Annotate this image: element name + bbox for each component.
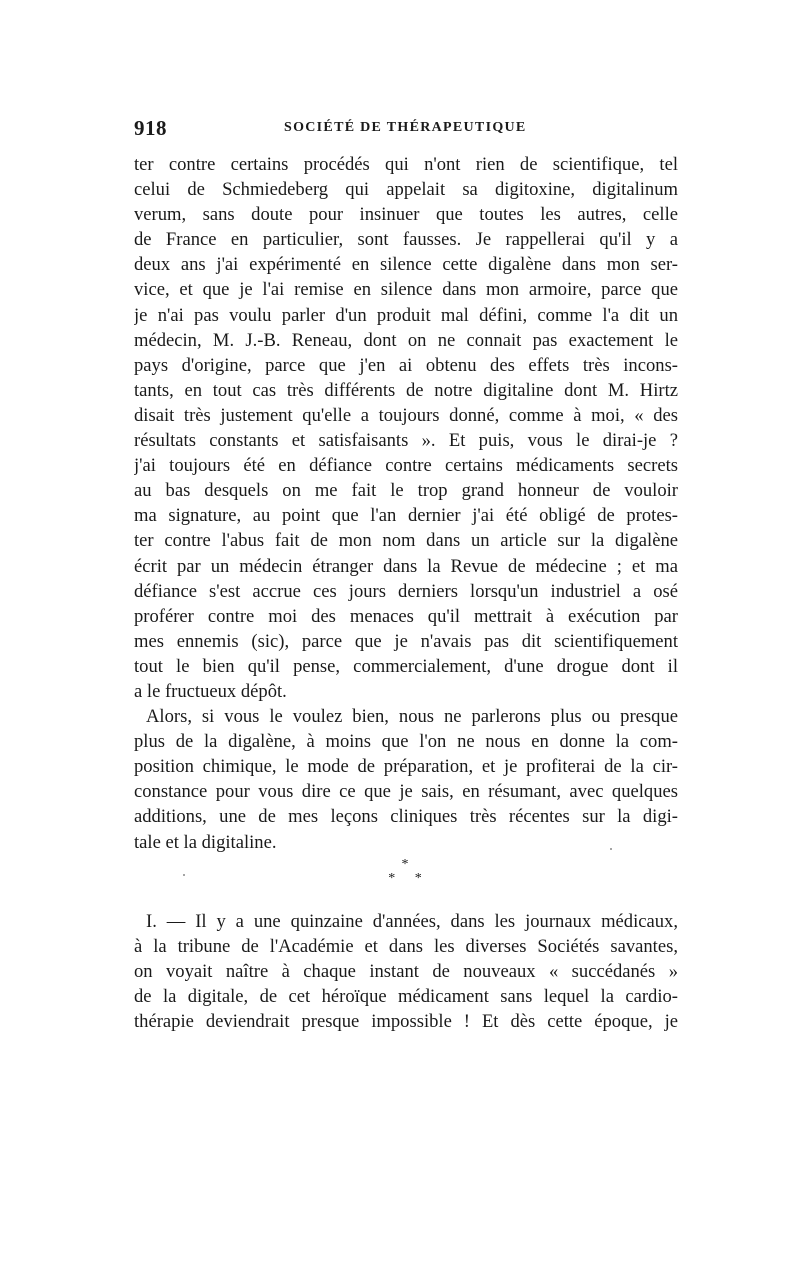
text-line: celui de Schmiedeberg qui appelait sa digitoxine, digitalinum — [134, 179, 678, 201]
text-line: de France en particulier, sont fausses. Je rappellerai qu'il y a — [134, 229, 678, 251]
text-line: de la digitale, de cet héroïque médicament sans lequel la cardio- — [134, 986, 678, 1008]
text-line: résultats constants et satisfaisants ». Et puis, vous le dirai-je ? — [134, 430, 678, 452]
text-line: ma signature, au point que l'an dernier j'ai été obligé de protes- — [134, 505, 678, 527]
text-line: médecin, M. J.-B. Reneau, dont on ne connait pas exactement le — [134, 329, 678, 351]
asterism-bottom: * * — [388, 871, 430, 886]
text-line: à la tribune de l'Académie et dans les diverses Sociétés savantes, — [134, 936, 678, 958]
section-separator-asterism — [380, 858, 430, 898]
text-line: tants, en tout cas très différents de notre digitaline dont M. Hirtz — [134, 379, 678, 401]
running-title: SOCIÉTÉ DE THÉRAPEUTIQUE — [284, 120, 527, 135]
text-line: ter contre certains procédés qui n'ont rien de scientifique, tel — [134, 154, 678, 175]
text-line: au bas desquels on me fait le trop grand honneur de vouloir — [134, 480, 678, 502]
asterism-top: * — [401, 857, 409, 872]
text-line: constance pour vous dire ce que je sais, en résumant, avec quelques — [134, 781, 678, 803]
text-line: I. — Il y a une quinzaine d'années, dans les journaux médicaux, — [146, 911, 678, 932]
page-header — [134, 116, 678, 146]
text-line: pays d'origine, parce que j'en ai obtenu des effets très incons- — [134, 354, 678, 376]
text-line: proférer contre moi des menaces qu'il mettrait à exécution par — [134, 605, 678, 627]
page-number: 918 — [134, 116, 167, 140]
text-line: verum, sans doute pour insinuer que toutes les autres, celle — [134, 204, 678, 226]
body-text-upper — [134, 152, 678, 855]
text-line: mes ennemis (sic), parce que je n'avais pas dit scientifiquement — [134, 630, 678, 652]
scan-speck — [610, 848, 612, 850]
text-line: tale et la digitaline. — [134, 831, 277, 853]
text-line: écrit par un médecin étranger dans la Revue de médecine ; et ma — [134, 555, 678, 577]
text-line: deux ans j'ai expérimenté en silence cette digalène dans mon ser- — [134, 254, 678, 276]
text-line: position chimique, le mode de préparation, et je profiterai de la cir- — [134, 756, 678, 778]
text-line: on voyait naître à chaque instant de nouveaux « succédanés » — [134, 961, 678, 983]
text-line: ter contre l'abus fait de mon nom dans un article sur la digalène — [134, 530, 678, 552]
text-line: disait très justement qu'elle a toujours donné, comme à moi, « des — [134, 404, 678, 426]
text-line: additions, une de mes leçons cliniques très récentes sur la digi- — [134, 806, 678, 828]
text-line: tout le bien qu'il pense, commercialement, d'une drogue dont il — [134, 655, 678, 677]
body-text-lower — [134, 909, 678, 1034]
text-line: vice, et que je l'ai remise en silence dans mon armoire, parce que — [134, 279, 678, 301]
text-line: j'ai toujours été en défiance contre certains médicaments secrets — [134, 455, 678, 477]
text-line: défiance s'est accrue ces jours derniers lorsqu'un industriel a osé — [134, 580, 678, 602]
text-line: thérapie deviendrait presque impossible ! Et dès cette époque, je — [134, 1011, 678, 1033]
text-line: plus de la digalène, à moins que l'on ne nous en donne la com- — [134, 731, 678, 753]
text-line: a le fructueux dépôt. — [134, 680, 287, 702]
text-line: Alors, si vous le voulez bien, nous ne parlerons plus ou presque — [146, 706, 678, 728]
scan-speck — [183, 874, 185, 876]
text-line: je n'ai pas voulu parler d'un produit mal défini, comme l'a dit un — [134, 304, 678, 326]
